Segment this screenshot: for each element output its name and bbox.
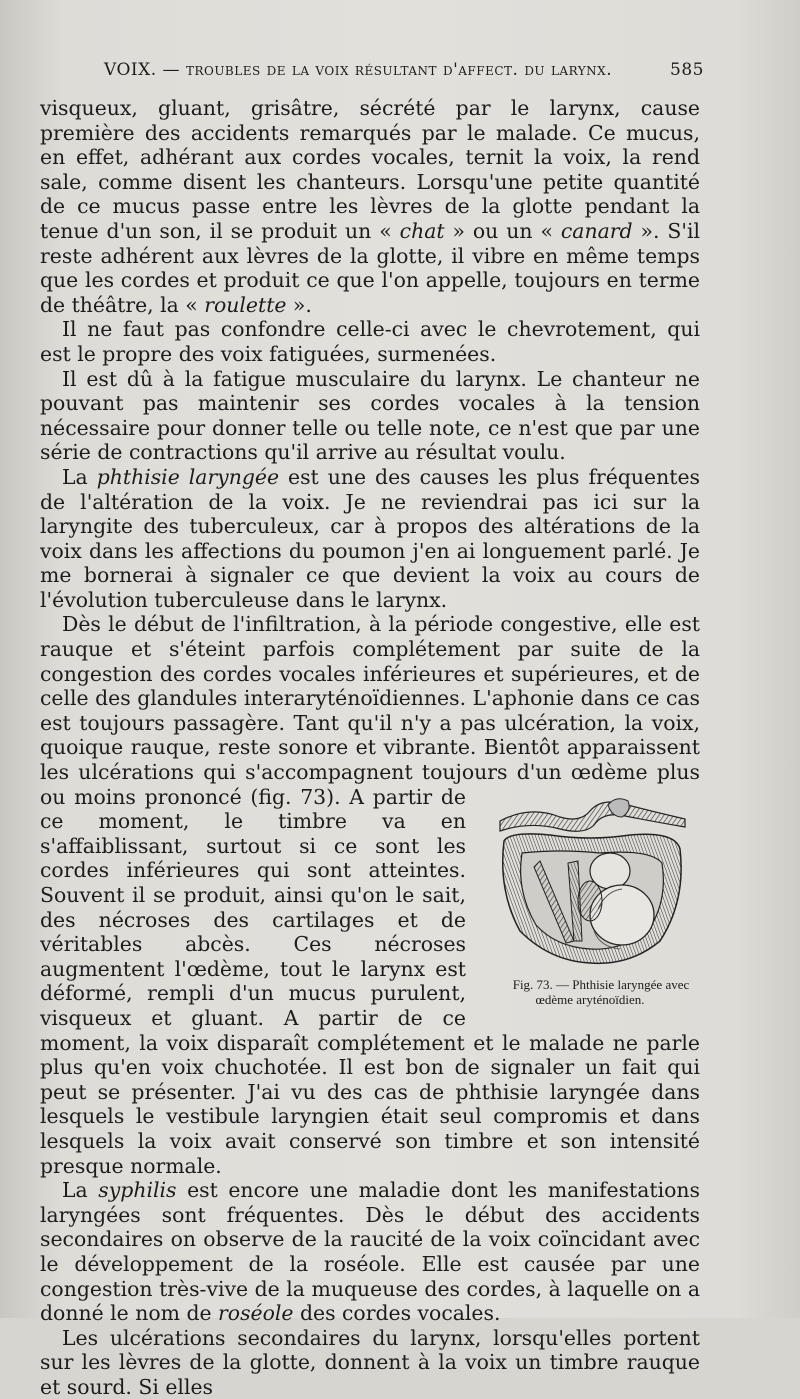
text-run: La	[62, 1178, 99, 1203]
text-run: La	[62, 464, 97, 489]
body-text	[40, 96, 700, 1399]
text-run: Il ne faut pas confondre celle-ci avec le chevrotement, qui est le propre des voix fatiguées, surmenées.	[40, 317, 700, 366]
paragraph	[40, 96, 700, 317]
italic-term: syphilis	[98, 1178, 177, 1203]
figure-caption: Fig. 73. — Phthisie laryngée avec œdème aryténoïdien.	[512, 976, 690, 1007]
italic-term: roséole	[218, 1301, 294, 1326]
paragraph	[40, 317, 700, 366]
italic-term: roulette	[204, 292, 287, 317]
page-number: 585	[670, 60, 704, 80]
text-run: Les ulcérations secondaires du larynx, lorsqu'elles portent sur les lèvres de la glotte, donnent à la voix un timbre rauque et sourd. Si elles	[40, 1325, 700, 1399]
text-run: » ou un «	[444, 218, 561, 243]
italic-term: phthisie laryngée	[96, 464, 280, 489]
text-run: des cordes vocales.	[293, 1301, 501, 1326]
paragraph	[40, 1326, 700, 1399]
running-title: VOIX. — troubles de la voix résultant d'affect. du larynx.	[104, 60, 613, 80]
page-header	[104, 60, 704, 80]
larynx-illustration-icon	[490, 791, 690, 971]
paragraph	[40, 465, 700, 613]
text-run: Dès le début de l'infiltration, à la période congestive, elle est rauque et s'éteint parfois complétement par suite de la congestion des cordes vocales inférieures et supérieures, et de celle des glandules interaryténoïdiennes. L'aphonie dans ce cas est toujours passagère. Tant qu'il n'y a pas ulcération, la voix, quoique rauque, reste sonore et vibrante. Bientôt apparaissent les ulcérations qui s'accompagnent toujours d'un œdème plus ou moins prononcé (fig. 73). A partir Fig. 73. — Phthisie laryngée avec œdème aryténoïdien. de ce moment, le timbre va en s'affaiblissant, surtout si ce sont les cordes inférieures qui sont atteintes. Souvent il se produit, ainsi qu'on le sait, des nécroses des cartilages et de véritables abcès. Ces nécroses augmentent l'œdème, tout le larynx est déformé, rempli d'un mucus purulent, visqueux et gluant. A partir de ce moment, la voix disparaît complétement et le malade ne parle plus qu'en voix chuchotée. Il est bon de signaler un fait qui peut se présenter. J'ai vu des cas de phthisie laryngée dans lesquels le vestibule laryngien était seul compromis et dans lesquels la voix avait conservé son timbre et son intensité presque normale.	[40, 612, 700, 1178]
text-run: ». S'il reste adhérent aux lèvres de la glotte, il vibre en même temps que les cordes et produit ce que l'on appelle, toujours en terme de théâtre, la «	[40, 218, 700, 317]
text-run: est une des causes les plus fréquentes de l'altération de la voix. Je ne reviendrai pas ici sur la laryngite des tuberculeux, car à propos des altérations de la voix dans les affections du poumon j'en ai longuement parlé. Je me bornerai à signaler ce que devient la voix au cours de l'évolution tuberculeuse dans le larynx.	[40, 464, 700, 612]
text-run: visqueux, gluant, grisâtre, sécrété par le larynx, cause première des accidents remarqués par le malade. Ce mucus, en effet, adhérant aux cordes vocales, ternit la voix, la rend sale, comme disent les chanteurs. Lorsqu'une petite quantité de ce mucus passe entre les lèvres de la glotte pendant la tenue d'un son, il se produit un «	[40, 96, 700, 243]
paragraph	[40, 612, 700, 1178]
paragraph	[40, 1178, 700, 1326]
italic-term: canard	[560, 218, 633, 243]
figure-73	[480, 791, 700, 1007]
paragraph	[40, 367, 700, 465]
italic-term: chat	[399, 218, 445, 243]
text-run: ».	[286, 292, 312, 317]
text-run: est encore une maladie dont les manifestations laryngées sont fréquentes. Dès le début des accidents secondaires on observe de la raucité de la voix coïncidant avec le développement de la roséole. Elle est causée par une congestion très-vive de la muqueuse des cordes, à laquelle on a donné le nom de	[40, 1178, 700, 1326]
text-run: Il est dû à la fatigue musculaire du larynx. Le chanteur ne pouvant pas maintenir ses cordes vocales à la tension nécessaire pour donner telle ou telle note, ce n'est que par une série de contractions qu'il arrive au résultat voulu.	[40, 366, 700, 465]
